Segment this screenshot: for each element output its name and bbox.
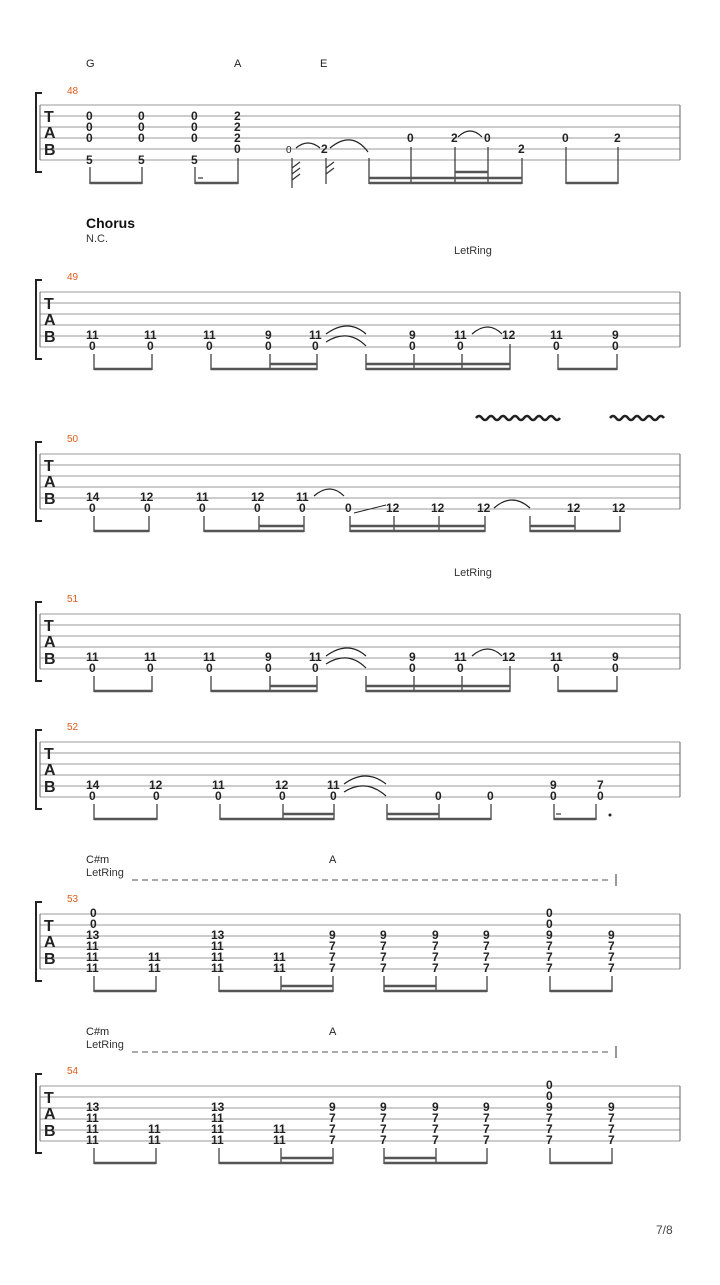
fret-number: 12 <box>612 501 626 515</box>
fret-number: 7 <box>329 961 336 975</box>
let-ring-label: LetRing <box>454 245 492 257</box>
staff-lines <box>36 902 680 981</box>
fret-number: 7 <box>329 1122 336 1136</box>
fret-number: 0 <box>153 789 160 803</box>
fret-number: 7 <box>380 1111 387 1125</box>
fret-number: 7 <box>483 950 490 964</box>
fret-number: 13 <box>211 1100 225 1114</box>
chord-label-a: A <box>329 854 337 866</box>
fret-number: 7 <box>546 961 553 975</box>
fret-number: 0 <box>299 501 306 515</box>
fret-number: 0 <box>612 661 619 675</box>
fret-number: 12 <box>386 501 400 515</box>
rhythm-stems <box>94 1148 612 1164</box>
tab-clef-a: A <box>44 125 56 142</box>
tab-clef-t: T <box>44 1090 54 1107</box>
fret-number: 0 <box>435 789 442 803</box>
fret-number: 14 <box>86 490 100 504</box>
fret-number: 11 <box>86 961 99 975</box>
fret-number: 11 <box>86 1122 99 1136</box>
fret-number: 0 <box>86 120 93 134</box>
tab-clef-t: T <box>44 618 54 635</box>
system-49 <box>36 215 680 370</box>
fret-number: 9 <box>483 928 490 942</box>
tab-clef-a: A <box>44 474 56 491</box>
chord-label-e: E <box>320 58 328 70</box>
system-53 <box>36 854 680 992</box>
let-ring-label: LetRing <box>454 567 492 579</box>
fret-numbers <box>86 906 615 975</box>
fret-number: 11 <box>86 650 99 664</box>
fret-number: 9 <box>612 650 619 664</box>
fret-number: 0 <box>612 339 619 353</box>
fret-number: 11 <box>148 950 161 964</box>
fret-number: 11 <box>211 1122 224 1136</box>
fret-number: 9 <box>550 778 557 792</box>
fret-number: 9 <box>409 650 416 664</box>
fret-number: 9 <box>432 928 439 942</box>
measure-number: 49 <box>67 272 79 283</box>
fret-number: 9 <box>608 1100 615 1114</box>
fret-number: 11 <box>454 650 467 664</box>
fret-number: 0 <box>147 339 154 353</box>
tab-clef-b: B <box>44 779 56 796</box>
fret-number: 9 <box>608 928 615 942</box>
system-48 <box>36 58 680 188</box>
fret-number: 12 <box>567 501 581 515</box>
chord-column-a <box>329 906 615 975</box>
fret-number: 7 <box>380 939 387 953</box>
fret-number: 0 <box>90 906 97 920</box>
fret-number: 0 <box>597 789 604 803</box>
fret-number: 7 <box>380 961 387 975</box>
chord-label-csharp-minor: C#m <box>86 1026 110 1038</box>
fret-number: 0 <box>553 661 560 675</box>
fret-number: 11 <box>86 1111 99 1125</box>
tab-clef-b: B <box>44 1123 56 1140</box>
rhythm-stems <box>94 516 620 532</box>
vibrato-mark <box>610 416 664 420</box>
fret-number: 11 <box>144 328 157 342</box>
fret-number: 0 <box>138 109 145 123</box>
fret-number: 11 <box>273 1122 286 1136</box>
fret-number: 11 <box>454 328 467 342</box>
fret-number: 7 <box>483 961 490 975</box>
system-50 <box>36 416 680 532</box>
fret-number: 11 <box>212 778 225 792</box>
fret-number: 7 <box>546 1133 553 1147</box>
measure-number: 50 <box>67 434 79 445</box>
fret-number: 5 <box>138 153 145 167</box>
fret-number: 7 <box>329 1111 336 1125</box>
fret-number: 0 <box>407 131 414 145</box>
tab-clef-t: T <box>44 109 54 126</box>
fret-number: 7 <box>483 1122 490 1136</box>
fret-number: 0 <box>484 131 491 145</box>
fret-number: 7 <box>597 778 604 792</box>
fret-number: 7 <box>380 950 387 964</box>
fret-number: 0 <box>254 501 261 515</box>
fret-number: 12 <box>275 778 289 792</box>
fret-number: 2 <box>234 131 241 145</box>
fret-number: 11 <box>273 950 286 964</box>
fret-number: 7 <box>608 1122 615 1136</box>
fret-number: 11 <box>203 328 216 342</box>
fret-number: 7 <box>329 950 336 964</box>
staff-lines <box>36 93 680 172</box>
fret-number: 0 <box>206 339 213 353</box>
measure-number: 48 <box>67 86 79 97</box>
fret-number: 11 <box>550 328 563 342</box>
vibrato-mark <box>476 416 560 420</box>
fret-number: 7 <box>432 939 439 953</box>
tab-clef-t: T <box>44 918 54 935</box>
fret-number: 0 <box>546 917 553 931</box>
fret-number: 0 <box>562 131 569 145</box>
fret-number: 0 <box>409 661 416 675</box>
fret-number: 0 <box>191 131 198 145</box>
fret-number: 12 <box>149 778 163 792</box>
fret-number: 7 <box>546 1111 553 1125</box>
page-number: 7/8 <box>656 1223 673 1237</box>
fret-number: 7 <box>608 1133 615 1147</box>
fret-number: 9 <box>612 328 619 342</box>
fret-number: 7 <box>608 961 615 975</box>
fret-number: 12 <box>502 328 516 342</box>
fret-number: 9 <box>432 1100 439 1114</box>
fret-number: 2 <box>451 131 458 145</box>
fret-number: 11 <box>86 950 99 964</box>
fret-number: 0 <box>330 789 337 803</box>
fret-number: 14 <box>86 778 100 792</box>
tab-clef-b: B <box>44 951 56 968</box>
fret-number: 12 <box>431 501 445 515</box>
fret-number: 12 <box>140 490 154 504</box>
tab-clef-t: T <box>44 458 54 475</box>
fret-number: 0 <box>147 661 154 675</box>
fret-numbers <box>86 778 604 803</box>
fret-number: 9 <box>546 928 553 942</box>
fret-numbers <box>86 650 619 675</box>
fret-number: 0 <box>234 142 241 156</box>
fret-number: 0 <box>89 501 96 515</box>
staff-lines <box>36 442 680 521</box>
fret-number: 11 <box>148 1122 161 1136</box>
tab-clef-t: T <box>44 746 54 763</box>
system-52 <box>36 722 680 820</box>
measure-number: 52 <box>67 722 79 733</box>
fret-number: 11 <box>211 939 224 953</box>
fret-number: 0 <box>550 789 557 803</box>
fret-number: 7 <box>608 950 615 964</box>
fret-number: 2 <box>614 131 621 145</box>
fret-number: 11 <box>211 1133 224 1147</box>
fret-number: 13 <box>86 1100 100 1114</box>
system-51 <box>36 567 680 692</box>
chord-label-a: A <box>234 58 242 70</box>
fret-number: 2 <box>518 142 525 156</box>
tab-clef-b: B <box>44 329 56 346</box>
chord-label-csharp-minor: C#m <box>86 854 110 866</box>
fret-number: 9 <box>380 1100 387 1114</box>
staff-lines <box>36 1074 680 1153</box>
fret-number: 5 <box>86 153 93 167</box>
staff-lines <box>36 602 680 681</box>
fret-number: 11 <box>86 939 99 953</box>
fret-number: 7 <box>432 950 439 964</box>
fret-number: 0 <box>191 109 198 123</box>
tab-clef-t: T <box>44 296 54 313</box>
fret-number: 0 <box>345 501 352 515</box>
staff-lines <box>36 730 680 809</box>
fret-number: 0 <box>89 789 96 803</box>
fret-numbers <box>86 1078 615 1147</box>
fret-number: 7 <box>546 950 553 964</box>
fret-number: 0 <box>487 789 494 803</box>
measure-number: 54 <box>67 1066 79 1077</box>
fret-number: 0 <box>265 661 272 675</box>
fret-number: 9 <box>329 1100 336 1114</box>
fret-number: 0 <box>144 501 151 515</box>
fret-number: 0 <box>546 1078 553 1092</box>
fret-number: 9 <box>380 928 387 942</box>
fret-number: 11 <box>203 650 216 664</box>
fret-number: 0 <box>206 661 213 675</box>
grace-fret-number: 0 <box>286 145 292 156</box>
fret-number: 2 <box>321 142 328 156</box>
fret-number: 7 <box>483 1133 490 1147</box>
fret-number: 9 <box>409 328 416 342</box>
tab-clef-a: A <box>44 634 56 651</box>
fret-number: 9 <box>483 1100 490 1114</box>
fret-number: 0 <box>215 789 222 803</box>
let-ring-label: LetRing <box>86 1039 124 1051</box>
fret-number: 7 <box>432 1133 439 1147</box>
chord-label-g: G <box>86 58 95 70</box>
fret-number: 9 <box>265 328 272 342</box>
fret-number: 7 <box>546 1122 553 1136</box>
fret-number: 7 <box>380 1133 387 1147</box>
fret-number: 0 <box>86 131 93 145</box>
fret-number: 7 <box>329 1133 336 1147</box>
fret-number: 11 <box>550 650 563 664</box>
fret-number: 0 <box>409 339 416 353</box>
fret-number: 7 <box>380 1122 387 1136</box>
fret-number: 11 <box>296 490 309 504</box>
fret-number: 2 <box>234 120 241 134</box>
fret-number: 9 <box>546 1100 553 1114</box>
fret-number: 7 <box>432 1122 439 1136</box>
tab-clef-b: B <box>44 491 56 508</box>
fret-number: 5 <box>191 153 198 167</box>
fret-number: 0 <box>279 789 286 803</box>
fret-number: 0 <box>265 339 272 353</box>
fret-number: 11 <box>86 328 99 342</box>
fret-number: 2 <box>234 109 241 123</box>
fret-numbers <box>86 490 626 515</box>
rhythm-stems <box>94 666 617 692</box>
fret-number: 7 <box>608 1111 615 1125</box>
tab-clef-a: A <box>44 1106 56 1123</box>
fret-number: 11 <box>211 961 224 975</box>
fret-number: 11 <box>309 328 322 342</box>
fret-number: 0 <box>546 906 553 920</box>
fret-number: 11 <box>211 1111 224 1125</box>
tab-clef-a: A <box>44 762 56 779</box>
fret-number: 12 <box>477 501 491 515</box>
fret-number: 0 <box>191 120 198 134</box>
fret-number: 7 <box>329 939 336 953</box>
tab-clef-a: A <box>44 312 56 329</box>
fret-number: 0 <box>138 131 145 145</box>
fret-number: 7 <box>432 1111 439 1125</box>
fret-number: 11 <box>309 650 322 664</box>
fret-number: 13 <box>211 928 225 942</box>
fret-number: 0 <box>457 661 464 675</box>
rhythm-stems <box>90 147 618 188</box>
rhythm-stems <box>94 804 612 820</box>
tab-clef-a: A <box>44 934 56 951</box>
system-54 <box>36 1026 680 1164</box>
tab-clef-b: B <box>44 142 56 159</box>
section-title-chorus: Chorus <box>86 215 135 231</box>
fret-number: 12 <box>502 650 516 664</box>
fret-number: 11 <box>273 1133 286 1147</box>
fret-number: 11 <box>327 778 340 792</box>
fret-number: 7 <box>483 1111 490 1125</box>
tab-clef-b: B <box>44 651 56 668</box>
no-chord-label: N.C. <box>86 233 108 245</box>
measure-number: 53 <box>67 894 79 905</box>
fret-number: 0 <box>312 661 319 675</box>
fret-number: 11 <box>148 1133 161 1147</box>
fret-number: 11 <box>211 950 224 964</box>
fret-number: 0 <box>138 120 145 134</box>
fret-number: 0 <box>312 339 319 353</box>
fret-number: 0 <box>199 501 206 515</box>
fret-number: 11 <box>144 650 157 664</box>
fret-numbers <box>86 328 619 353</box>
fret-number: 7 <box>483 939 490 953</box>
fret-number: 11 <box>196 490 209 504</box>
fret-number: 7 <box>546 939 553 953</box>
fret-number: 9 <box>329 928 336 942</box>
fret-number: 0 <box>90 917 97 931</box>
rhythm-stems <box>94 344 617 370</box>
staff-lines <box>36 280 680 359</box>
fret-number: 0 <box>89 339 96 353</box>
fret-number: 11 <box>86 1133 99 1147</box>
fret-number: 11 <box>148 961 161 975</box>
fret-number: 0 <box>86 109 93 123</box>
fret-number: 9 <box>265 650 272 664</box>
fret-number: 0 <box>546 1089 553 1103</box>
fret-number: 7 <box>432 961 439 975</box>
fret-number: 13 <box>86 928 100 942</box>
chord-label-a: A <box>329 1026 337 1038</box>
fret-number: 11 <box>273 961 286 975</box>
let-ring-label: LetRing <box>86 867 124 879</box>
fret-number: 12 <box>251 490 265 504</box>
fret-number: 7 <box>608 939 615 953</box>
fret-number: 0 <box>553 339 560 353</box>
rhythm-stems <box>94 976 612 992</box>
fret-number: 0 <box>89 661 96 675</box>
measure-number: 51 <box>67 594 79 605</box>
fret-number: 0 <box>457 339 464 353</box>
